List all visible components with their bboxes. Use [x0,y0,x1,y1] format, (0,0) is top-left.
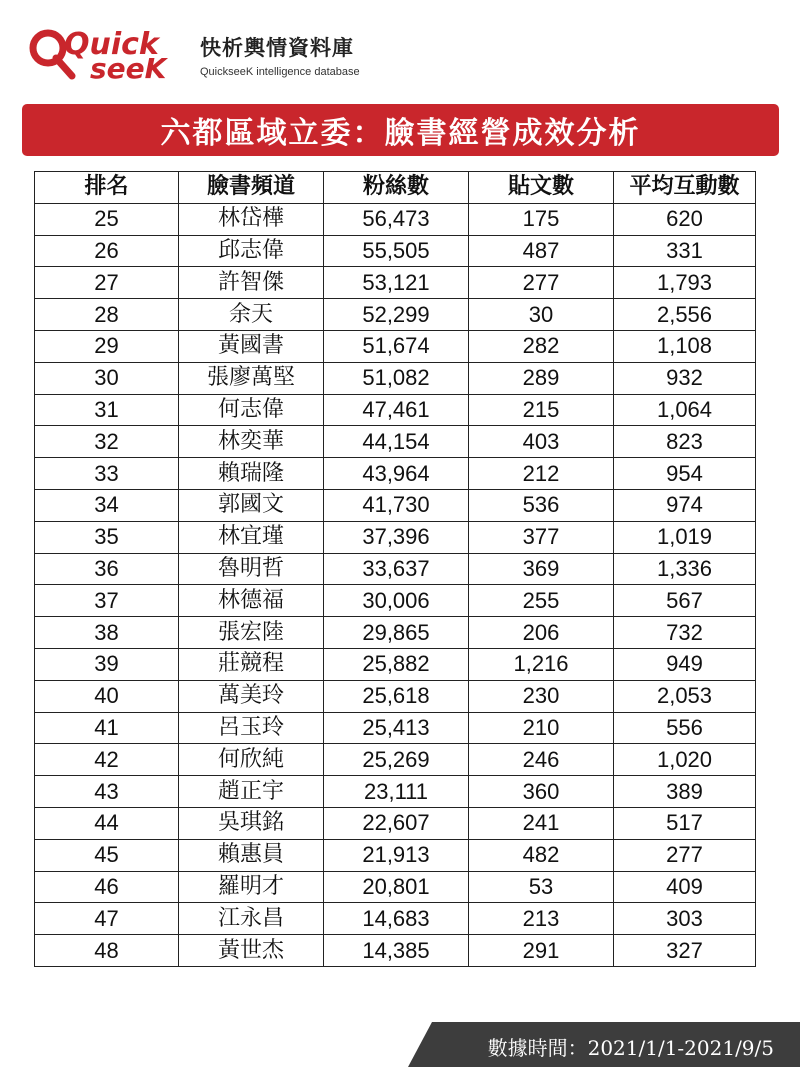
table-row [35,617,756,649]
posts-cell: 212 [469,458,614,490]
fans-cell: 25,413 [324,712,469,744]
avg-interactions-cell: 1,019 [614,521,756,553]
rank-cell: 25 [35,203,179,235]
fans-cell: 44,154 [324,426,469,458]
channel-cell: 江永昌 [179,903,324,935]
brand-logo [28,20,368,82]
fans-cell: 37,396 [324,521,469,553]
channel-cell: 賴瑞隆 [179,458,324,490]
avg-interactions-cell: 932 [614,362,756,394]
table-row [35,521,756,553]
table-row [35,807,756,839]
logo-word-seek: seeK [90,52,167,82]
rank-cell: 30 [35,362,179,394]
channel-cell: 羅明才 [179,871,324,903]
column-header-avg-interactions: 平均互動數 [614,172,756,204]
brand-subtitle: QuickseeK intelligence database [200,66,360,78]
avg-interactions-cell: 949 [614,648,756,680]
posts-cell: 403 [469,426,614,458]
table-row [35,362,756,394]
avg-interactions-cell: 389 [614,776,756,808]
posts-cell: 30 [469,299,614,331]
footer-band [408,1022,800,1067]
avg-interactions-cell: 2,053 [614,680,756,712]
posts-cell: 246 [469,744,614,776]
rank-cell: 42 [35,744,179,776]
page-title: 六都區域立委：臉書經營成效分析 [160,116,641,151]
avg-interactions-cell: 1,020 [614,744,756,776]
channel-cell: 余天 [179,299,324,331]
table-row [35,235,756,267]
fans-cell: 21,913 [324,839,469,871]
channel-cell: 何志偉 [179,394,324,426]
table-row [35,744,756,776]
fans-cell: 14,683 [324,903,469,935]
fans-cell: 23,111 [324,776,469,808]
channel-cell: 許智傑 [179,267,324,299]
posts-cell: 255 [469,585,614,617]
fans-cell: 53,121 [324,267,469,299]
table-row [35,871,756,903]
avg-interactions-cell: 823 [614,426,756,458]
fans-cell: 47,461 [324,394,469,426]
channel-cell: 邱志偉 [179,235,324,267]
table-row [35,648,756,680]
rank-cell: 34 [35,489,179,521]
posts-cell: 175 [469,203,614,235]
rank-cell: 48 [35,935,179,967]
fans-cell: 51,674 [324,330,469,362]
rank-cell: 36 [35,553,179,585]
channel-cell: 何欣純 [179,744,324,776]
channel-cell: 呂玉玲 [179,712,324,744]
avg-interactions-cell: 331 [614,235,756,267]
fans-cell: 52,299 [324,299,469,331]
table-row [35,203,756,235]
rank-cell: 26 [35,235,179,267]
channel-cell: 賴惠員 [179,839,324,871]
channel-cell: 林岱樺 [179,203,324,235]
avg-interactions-cell: 409 [614,871,756,903]
channel-cell: 林奕華 [179,426,324,458]
posts-cell: 536 [469,489,614,521]
channel-cell: 張宏陸 [179,617,324,649]
channel-cell: 魯明哲 [179,553,324,585]
table-header-row [35,172,756,204]
rank-cell: 28 [35,299,179,331]
posts-cell: 206 [469,617,614,649]
fans-cell: 56,473 [324,203,469,235]
avg-interactions-cell: 2,556 [614,299,756,331]
channel-cell: 趙正宇 [179,776,324,808]
posts-cell: 482 [469,839,614,871]
posts-cell: 291 [469,935,614,967]
posts-cell: 213 [469,903,614,935]
title-banner [22,104,779,156]
table-row [35,553,756,585]
fans-cell: 20,801 [324,871,469,903]
channel-cell: 黃國書 [179,330,324,362]
fans-cell: 29,865 [324,617,469,649]
avg-interactions-cell: 974 [614,489,756,521]
posts-cell: 53 [469,871,614,903]
posts-cell: 377 [469,521,614,553]
avg-interactions-cell: 303 [614,903,756,935]
brand-name: 快析輿情資料庫 [200,36,354,60]
channel-cell: 萬美玲 [179,680,324,712]
channel-cell: 郭國文 [179,489,324,521]
avg-interactions-cell: 954 [614,458,756,490]
posts-cell: 289 [469,362,614,394]
table-row [35,267,756,299]
rank-cell: 35 [35,521,179,553]
posts-cell: 277 [469,267,614,299]
avg-interactions-cell: 556 [614,712,756,744]
rank-cell: 39 [35,648,179,680]
channel-cell: 莊競程 [179,648,324,680]
fans-cell: 22,607 [324,807,469,839]
posts-cell: 1,216 [469,648,614,680]
posts-cell: 360 [469,776,614,808]
posts-cell: 230 [469,680,614,712]
channel-cell: 林德福 [179,585,324,617]
column-header-posts: 貼文數 [469,172,614,204]
column-header-fans: 粉絲數 [324,172,469,204]
fans-cell: 51,082 [324,362,469,394]
table-row [35,776,756,808]
table-row [35,330,756,362]
posts-cell: 210 [469,712,614,744]
table-row [35,489,756,521]
avg-interactions-cell: 277 [614,839,756,871]
rank-cell: 27 [35,267,179,299]
rank-cell: 43 [35,776,179,808]
logo-word-quick: Quick [64,27,159,62]
data-period: 數據時間：2021/1/1-2021/9/5 [487,1036,774,1060]
avg-interactions-cell: 732 [614,617,756,649]
rank-cell: 44 [35,807,179,839]
fans-cell: 30,006 [324,585,469,617]
table-row [35,680,756,712]
table-row [35,426,756,458]
table-row [35,299,756,331]
column-header-channel: 臉書頻道 [179,172,324,204]
table-row [35,458,756,490]
table-row [35,903,756,935]
avg-interactions-cell: 517 [614,807,756,839]
quickseek-logo-mark [28,20,188,82]
table-row [35,585,756,617]
fans-cell: 41,730 [324,489,469,521]
avg-interactions-cell: 1,108 [614,330,756,362]
posts-cell: 487 [469,235,614,267]
avg-interactions-cell: 1,336 [614,553,756,585]
posts-cell: 282 [469,330,614,362]
posts-cell: 369 [469,553,614,585]
rank-cell: 33 [35,458,179,490]
fans-cell: 55,505 [324,235,469,267]
avg-interactions-cell: 1,064 [614,394,756,426]
table-row [35,839,756,871]
avg-interactions-cell: 327 [614,935,756,967]
avg-interactions-cell: 567 [614,585,756,617]
fans-cell: 25,618 [324,680,469,712]
table-row [35,712,756,744]
data-table [34,171,756,967]
rank-cell: 29 [35,330,179,362]
rank-cell: 38 [35,617,179,649]
fans-cell: 43,964 [324,458,469,490]
rank-cell: 40 [35,680,179,712]
posts-cell: 241 [469,807,614,839]
rank-cell: 37 [35,585,179,617]
rank-cell: 41 [35,712,179,744]
avg-interactions-cell: 1,793 [614,267,756,299]
column-header-rank: 排名 [35,172,179,204]
fans-cell: 25,882 [324,648,469,680]
rank-cell: 47 [35,903,179,935]
rank-cell: 46 [35,871,179,903]
rank-cell: 32 [35,426,179,458]
table-body [35,203,756,966]
rank-cell: 45 [35,839,179,871]
channel-cell: 黃世杰 [179,935,324,967]
fans-cell: 14,385 [324,935,469,967]
channel-cell: 林宜瑾 [179,521,324,553]
posts-cell: 215 [469,394,614,426]
channel-cell: 張廖萬堅 [179,362,324,394]
channel-cell: 吳琪銘 [179,807,324,839]
table-row [35,394,756,426]
fans-cell: 25,269 [324,744,469,776]
rank-cell: 31 [35,394,179,426]
avg-interactions-cell: 620 [614,203,756,235]
table-row [35,935,756,967]
fans-cell: 33,637 [324,553,469,585]
